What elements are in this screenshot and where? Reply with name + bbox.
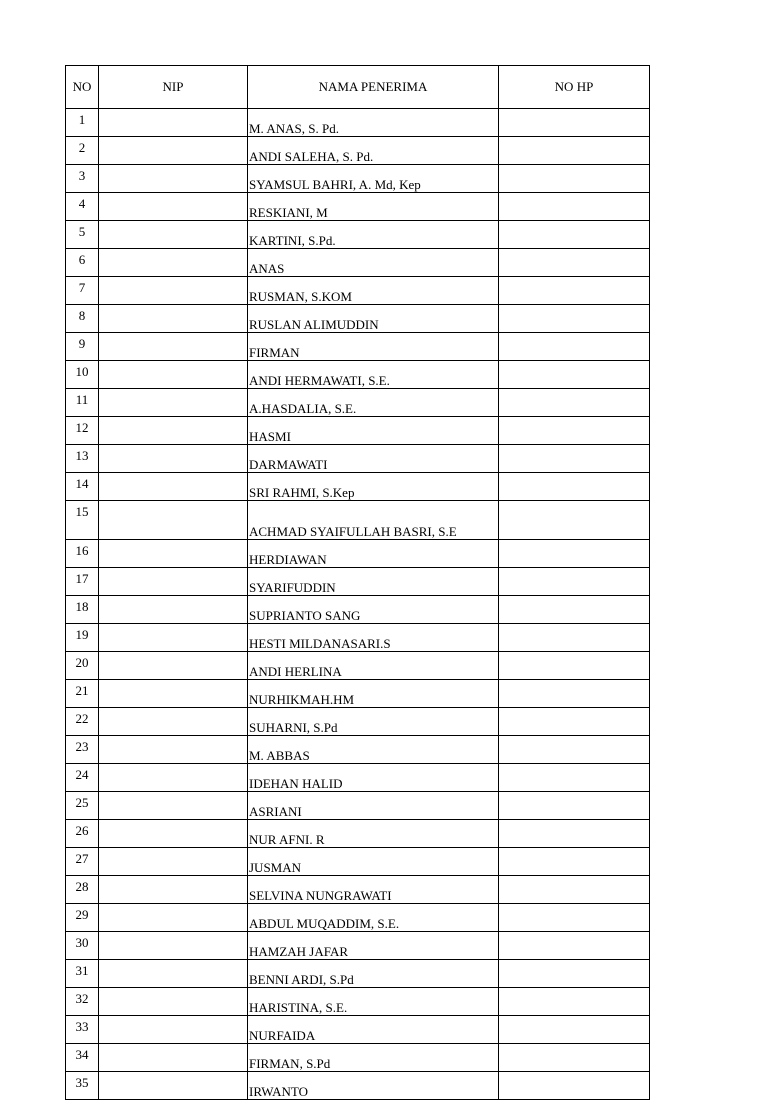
table-row <box>66 249 650 277</box>
phone-cell <box>499 221 650 249</box>
nip-cell <box>99 445 248 473</box>
nip-cell <box>99 792 248 820</box>
phone-cell <box>499 736 650 764</box>
nip-cell <box>99 1044 248 1072</box>
row-number: 35 <box>66 1072 99 1100</box>
table-row <box>66 1044 650 1072</box>
row-number: 21 <box>66 680 99 708</box>
recipient-name: JUSMAN <box>248 848 499 876</box>
recipient-name: HAMZAH JAFAR <box>248 932 499 960</box>
table-row <box>66 417 650 445</box>
table-row <box>66 960 650 988</box>
table-row <box>66 848 650 876</box>
recipient-name: HESTI MILDANASARI.S <box>248 624 499 652</box>
table-row <box>66 333 650 361</box>
nip-cell <box>99 1072 248 1100</box>
phone-cell <box>499 305 650 333</box>
table-row <box>66 652 650 680</box>
nip-cell <box>99 904 248 932</box>
phone-cell <box>499 193 650 221</box>
row-number: 25 <box>66 792 99 820</box>
row-number: 23 <box>66 736 99 764</box>
recipient-name: HARISTINA, S.E. <box>248 988 499 1016</box>
phone-cell <box>499 792 650 820</box>
recipient-name: SUHARNI, S.Pd <box>248 708 499 736</box>
table-row <box>66 708 650 736</box>
table-row <box>66 680 650 708</box>
nip-cell <box>99 764 248 792</box>
nip-cell <box>99 876 248 904</box>
recipient-name: IRWANTO <box>248 1072 499 1100</box>
recipient-name: SUPRIANTO SANG <box>248 596 499 624</box>
row-number: 11 <box>66 389 99 417</box>
nip-cell <box>99 848 248 876</box>
phone-cell <box>499 568 650 596</box>
table-row <box>66 1016 650 1044</box>
table-row <box>66 445 650 473</box>
row-number: 5 <box>66 221 99 249</box>
phone-cell <box>499 389 650 417</box>
row-number: 7 <box>66 277 99 305</box>
phone-cell <box>499 1072 650 1100</box>
row-number: 15 <box>66 501 99 540</box>
row-number: 27 <box>66 848 99 876</box>
row-number: 26 <box>66 820 99 848</box>
row-number: 18 <box>66 596 99 624</box>
nip-cell <box>99 109 248 137</box>
table-row <box>66 568 650 596</box>
recipient-name: FIRMAN, S.Pd <box>248 1044 499 1072</box>
table-row <box>66 764 650 792</box>
recipient-name: SYAMSUL BAHRI, A. Md, Kep <box>248 165 499 193</box>
nip-cell <box>99 988 248 1016</box>
table-row <box>66 137 650 165</box>
row-number: 16 <box>66 540 99 568</box>
nip-cell <box>99 960 248 988</box>
nip-cell <box>99 540 248 568</box>
table-body <box>66 109 650 1100</box>
recipient-name: BENNI ARDI, S.Pd <box>248 960 499 988</box>
header-nip: NIP <box>99 66 248 109</box>
row-number: 9 <box>66 333 99 361</box>
row-number: 6 <box>66 249 99 277</box>
recipient-name: SRI RAHMI, S.Kep <box>248 473 499 501</box>
row-number: 31 <box>66 960 99 988</box>
table-row <box>66 389 650 417</box>
phone-cell <box>499 501 650 540</box>
table-row <box>66 277 650 305</box>
phone-cell <box>499 540 650 568</box>
recipient-name: ANDI SALEHA, S. Pd. <box>248 137 499 165</box>
row-number: 32 <box>66 988 99 1016</box>
nip-cell <box>99 501 248 540</box>
nip-cell <box>99 596 248 624</box>
table-row <box>66 193 650 221</box>
recipient-name: NURHIKMAH.HM <box>248 680 499 708</box>
nip-cell <box>99 221 248 249</box>
phone-cell <box>499 417 650 445</box>
row-number: 34 <box>66 1044 99 1072</box>
phone-cell <box>499 473 650 501</box>
header-hp: NO HP <box>499 66 650 109</box>
recipient-name: M. ABBAS <box>248 736 499 764</box>
table-row <box>66 221 650 249</box>
header-no: NO <box>66 66 99 109</box>
row-number: 19 <box>66 624 99 652</box>
table-row <box>66 501 650 540</box>
row-number: 17 <box>66 568 99 596</box>
row-number: 10 <box>66 361 99 389</box>
nip-cell <box>99 1016 248 1044</box>
recipient-name: ASRIANI <box>248 792 499 820</box>
row-number: 20 <box>66 652 99 680</box>
row-number: 24 <box>66 764 99 792</box>
row-number: 30 <box>66 932 99 960</box>
row-number: 1 <box>66 109 99 137</box>
table-row <box>66 473 650 501</box>
recipient-name: KARTINI, S.Pd. <box>248 221 499 249</box>
nip-cell <box>99 568 248 596</box>
recipient-name: ANDI HERMAWATI, S.E. <box>248 361 499 389</box>
nip-cell <box>99 736 248 764</box>
table-row <box>66 932 650 960</box>
row-number: 13 <box>66 445 99 473</box>
recipient-name: ANDI HERLINA <box>248 652 499 680</box>
phone-cell <box>499 1016 650 1044</box>
table-row <box>66 305 650 333</box>
recipient-name: FIRMAN <box>248 333 499 361</box>
nip-cell <box>99 680 248 708</box>
phone-cell <box>499 708 650 736</box>
nip-cell <box>99 333 248 361</box>
recipient-name: HERDIAWAN <box>248 540 499 568</box>
recipient-name: NUR AFNI. R <box>248 820 499 848</box>
phone-cell <box>499 361 650 389</box>
nip-cell <box>99 932 248 960</box>
row-number: 12 <box>66 417 99 445</box>
recipient-name: HASMI <box>248 417 499 445</box>
row-number: 8 <box>66 305 99 333</box>
recipient-name: ANAS <box>248 249 499 277</box>
nip-cell <box>99 624 248 652</box>
nip-cell <box>99 277 248 305</box>
table-row <box>66 792 650 820</box>
phone-cell <box>499 960 650 988</box>
nip-cell <box>99 389 248 417</box>
table-row <box>66 540 650 568</box>
recipient-name: A.HASDALIA, S.E. <box>248 389 499 417</box>
recipient-name: ABDUL MUQADDIM, S.E. <box>248 904 499 932</box>
phone-cell <box>499 109 650 137</box>
row-number: 3 <box>66 165 99 193</box>
phone-cell <box>499 596 650 624</box>
row-number: 33 <box>66 1016 99 1044</box>
phone-cell <box>499 820 650 848</box>
row-number: 2 <box>66 137 99 165</box>
nip-cell <box>99 165 248 193</box>
recipient-name: IDEHAN HALID <box>248 764 499 792</box>
row-number: 14 <box>66 473 99 501</box>
row-number: 29 <box>66 904 99 932</box>
table-row <box>66 988 650 1016</box>
table-row <box>66 904 650 932</box>
row-number: 22 <box>66 708 99 736</box>
nip-cell <box>99 417 248 445</box>
nip-cell <box>99 137 248 165</box>
nip-cell <box>99 652 248 680</box>
recipient-name: M. ANAS, S. Pd. <box>248 109 499 137</box>
recipient-name: RESKIANI, M <box>248 193 499 221</box>
table-row <box>66 624 650 652</box>
phone-cell <box>499 764 650 792</box>
phone-cell <box>499 904 650 932</box>
nip-cell <box>99 193 248 221</box>
nip-cell <box>99 708 248 736</box>
phone-cell <box>499 680 650 708</box>
table-row <box>66 165 650 193</box>
nip-cell <box>99 473 248 501</box>
table-row <box>66 820 650 848</box>
table-row <box>66 1072 650 1100</box>
phone-cell <box>499 249 650 277</box>
phone-cell <box>499 137 650 165</box>
recipient-name: NURFAIDA <box>248 1016 499 1044</box>
nip-cell <box>99 820 248 848</box>
phone-cell <box>499 333 650 361</box>
recipient-name: ACHMAD SYAIFULLAH BASRI, S.E <box>248 501 499 540</box>
table-row <box>66 361 650 389</box>
phone-cell <box>499 445 650 473</box>
header-row <box>66 66 650 109</box>
phone-cell <box>499 848 650 876</box>
phone-cell <box>499 876 650 904</box>
phone-cell <box>499 932 650 960</box>
phone-cell <box>499 165 650 193</box>
recipient-name: SYARIFUDDIN <box>248 568 499 596</box>
table-row <box>66 736 650 764</box>
table-row <box>66 596 650 624</box>
header-name: NAMA PENERIMA <box>248 66 499 109</box>
table-row <box>66 109 650 137</box>
nip-cell <box>99 249 248 277</box>
nip-cell <box>99 361 248 389</box>
recipient-name: RUSLAN ALIMUDDIN <box>248 305 499 333</box>
phone-cell <box>499 624 650 652</box>
row-number: 28 <box>66 876 99 904</box>
table-row <box>66 876 650 904</box>
nip-cell <box>99 305 248 333</box>
recipient-name: DARMAWATI <box>248 445 499 473</box>
row-number: 4 <box>66 193 99 221</box>
recipient-name: RUSMAN, S.KOM <box>248 277 499 305</box>
phone-cell <box>499 1044 650 1072</box>
recipient-table <box>65 65 650 1100</box>
phone-cell <box>499 652 650 680</box>
phone-cell <box>499 277 650 305</box>
phone-cell <box>499 988 650 1016</box>
recipient-name: SELVINA NUNGRAWATI <box>248 876 499 904</box>
